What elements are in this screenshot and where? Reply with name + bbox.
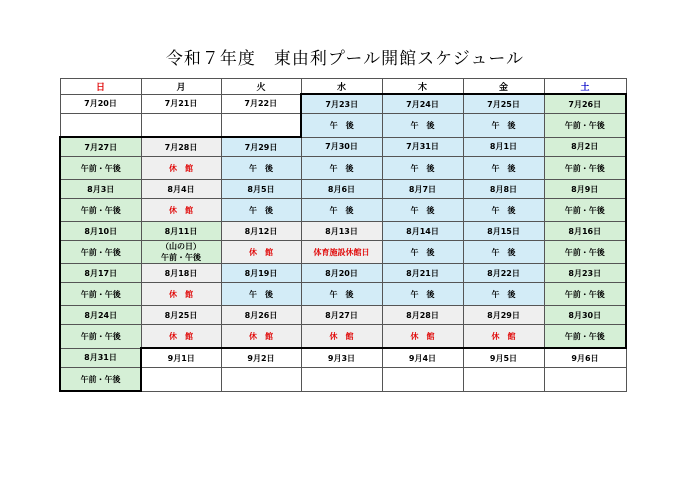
week-6-date-row <box>60 306 626 325</box>
date-cell: 8月15日 <box>463 222 544 241</box>
date-cell: 7月20日 <box>60 94 141 114</box>
date-cell: 7月31日 <box>382 137 463 157</box>
status-cell: 午 後 <box>382 157 463 180</box>
status-cell: 午 後 <box>382 114 463 138</box>
status-cell: 午前・午後 <box>544 157 626 180</box>
status-cell: 午前・午後 <box>60 157 141 180</box>
schedule-table <box>59 78 627 392</box>
status-cell: 休 館 <box>221 241 301 264</box>
status-cell: 休 館 <box>141 199 221 222</box>
date-cell: 8月14日 <box>382 222 463 241</box>
status-cell: 午 後 <box>301 114 382 138</box>
date-cell: 7月24日 <box>382 94 463 114</box>
date-cell: 8月6日 <box>301 180 382 199</box>
week-2-status-row <box>60 157 626 180</box>
status-cell: 午前・午後 <box>544 241 626 264</box>
weekday-monday: 月 <box>141 79 221 95</box>
holiday-label: （山の日） 午前・午後 <box>161 242 201 262</box>
date-cell: 8月16日 <box>544 222 626 241</box>
date-cell: 9月1日 <box>141 348 221 368</box>
status-cell <box>221 114 301 138</box>
status-cell <box>141 368 221 392</box>
date-cell: 9月4日 <box>382 348 463 368</box>
date-cell: 7月22日 <box>221 94 301 114</box>
status-cell: 午 後 <box>301 157 382 180</box>
date-cell: 8月1日 <box>463 137 544 157</box>
status-cell <box>60 114 141 138</box>
status-cell: 午前・午後 <box>60 368 141 392</box>
weekday-tuesday: 火 <box>221 79 301 95</box>
status-cell: 午前・午後 <box>544 199 626 222</box>
date-cell: 8月5日 <box>221 180 301 199</box>
date-cell: 7月25日 <box>463 94 544 114</box>
date-cell: 8月31日 <box>60 348 141 368</box>
weekday-sunday: 日 <box>60 79 141 95</box>
date-cell: 8月23日 <box>544 264 626 283</box>
week-5-status-row <box>60 283 626 306</box>
week-5-date-row <box>60 264 626 283</box>
status-cell: 午前・午後 <box>60 283 141 306</box>
status-cell: 午前・午後 <box>60 199 141 222</box>
status-cell: 午 後 <box>301 199 382 222</box>
status-cell: 休 館 <box>382 325 463 349</box>
status-cell: 午 後 <box>221 283 301 306</box>
date-cell: 7月28日 <box>141 137 221 157</box>
weekday-wednesday: 水 <box>301 79 382 95</box>
date-cell: 8月7日 <box>382 180 463 199</box>
date-cell: 8月12日 <box>221 222 301 241</box>
status-cell: 午前・午後 <box>544 114 626 138</box>
date-cell: 9月3日 <box>301 348 382 368</box>
week-3-date-row <box>60 180 626 199</box>
status-cell: 午前・午後 <box>544 283 626 306</box>
date-cell: 7月29日 <box>221 137 301 157</box>
status-cell: 午前・午後 <box>60 241 141 264</box>
status-cell: 午前・午後 <box>60 325 141 349</box>
status-cell: 午 後 <box>463 114 544 138</box>
status-cell <box>221 368 301 392</box>
date-cell: 7月21日 <box>141 94 221 114</box>
date-cell: 8月21日 <box>382 264 463 283</box>
date-cell: 8月25日 <box>141 306 221 325</box>
weekday-header-row <box>60 79 626 95</box>
status-cell: 休 館 <box>141 325 221 349</box>
date-cell: 7月30日 <box>301 137 382 157</box>
page-title: 令和７年度 東由利プール開館スケジュール <box>165 49 525 69</box>
date-cell: 7月27日 <box>60 137 141 157</box>
date-cell: 8月27日 <box>301 306 382 325</box>
status-cell: 休 館 <box>141 157 221 180</box>
weekday-friday: 金 <box>463 79 544 95</box>
status-cell: 午 後 <box>382 241 463 264</box>
status-cell <box>141 241 221 264</box>
date-cell: 8月22日 <box>463 264 544 283</box>
date-cell: 8月26日 <box>221 306 301 325</box>
date-cell: 8月2日 <box>544 137 626 157</box>
status-cell: 午 後 <box>301 283 382 306</box>
week-4-date-row <box>60 222 626 241</box>
date-cell: 8月29日 <box>463 306 544 325</box>
status-cell <box>463 368 544 392</box>
status-cell: 休 館 <box>141 283 221 306</box>
status-cell: 午前・午後 <box>544 325 626 349</box>
date-cell: 8月3日 <box>60 180 141 199</box>
status-cell <box>141 114 221 138</box>
date-cell: 7月23日 <box>301 94 382 114</box>
status-cell: 休 館 <box>301 325 382 349</box>
date-cell: 8月30日 <box>544 306 626 325</box>
status-cell: 体育施設休館日 <box>301 241 382 264</box>
date-cell: 8月13日 <box>301 222 382 241</box>
date-cell: 8月18日 <box>141 264 221 283</box>
status-cell <box>544 368 626 392</box>
weekday-thursday: 木 <box>382 79 463 95</box>
date-cell: 8月11日 <box>141 222 221 241</box>
status-cell <box>301 368 382 392</box>
week-1-status-row <box>60 114 626 138</box>
date-cell: 7月26日 <box>544 94 626 114</box>
date-cell: 8月24日 <box>60 306 141 325</box>
date-cell: 8月8日 <box>463 180 544 199</box>
week-4-status-row <box>60 241 626 264</box>
date-cell: 9月2日 <box>221 348 301 368</box>
status-cell: 休 館 <box>463 325 544 349</box>
status-cell: 午 後 <box>221 199 301 222</box>
status-cell: 午 後 <box>382 283 463 306</box>
weekday-saturday: 土 <box>544 79 626 95</box>
status-cell: 午 後 <box>382 199 463 222</box>
date-cell: 8月20日 <box>301 264 382 283</box>
status-cell: 午 後 <box>463 283 544 306</box>
date-cell: 8月4日 <box>141 180 221 199</box>
week-2-date-row <box>60 137 626 157</box>
date-cell: 8月10日 <box>60 222 141 241</box>
week-7-status-row <box>60 368 626 392</box>
date-cell: 8月28日 <box>382 306 463 325</box>
status-cell: 午 後 <box>463 199 544 222</box>
week-6-status-row <box>60 325 626 349</box>
date-cell: 8月17日 <box>60 264 141 283</box>
status-cell: 午 後 <box>221 157 301 180</box>
status-cell: 午 後 <box>463 157 544 180</box>
date-cell: 9月6日 <box>544 348 626 368</box>
week-7-date-row <box>60 348 626 368</box>
week-1-date-row <box>60 94 626 114</box>
status-cell: 休 館 <box>221 325 301 349</box>
status-cell <box>382 368 463 392</box>
week-3-status-row <box>60 199 626 222</box>
date-cell: 8月9日 <box>544 180 626 199</box>
status-cell: 午 後 <box>463 241 544 264</box>
date-cell: 8月19日 <box>221 264 301 283</box>
date-cell: 9月5日 <box>463 348 544 368</box>
